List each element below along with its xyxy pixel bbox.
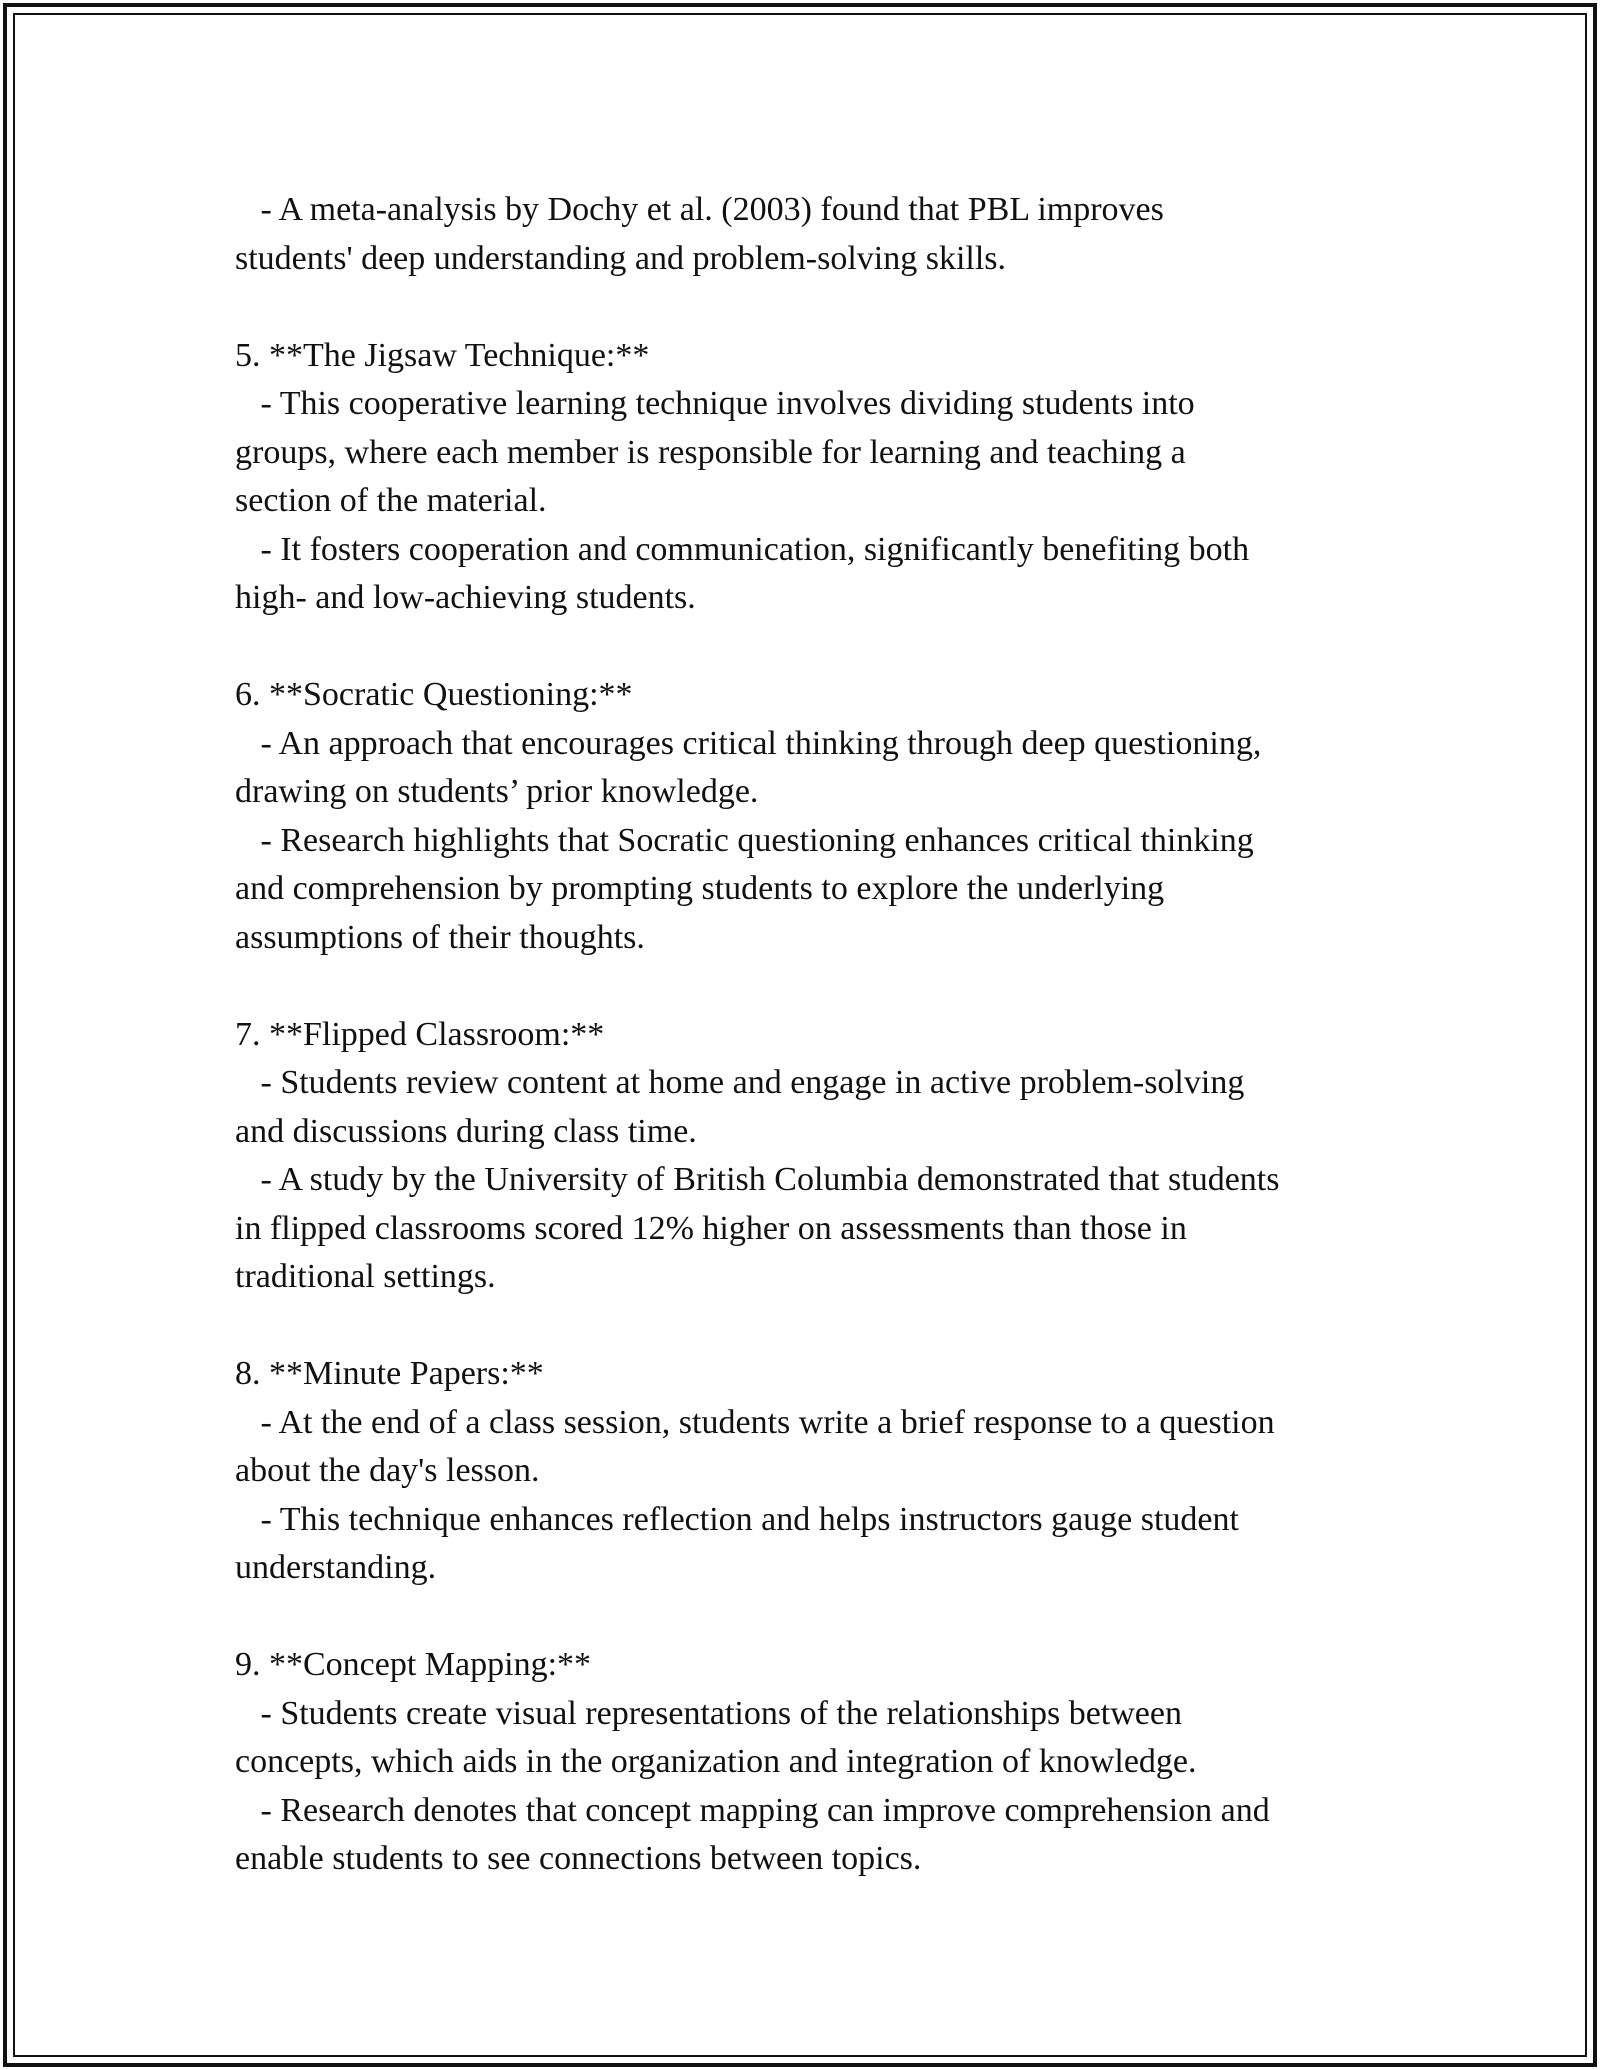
section-heading: 7. **Flipped Classroom:** [235,1015,605,1053]
section-jigsaw-technique [235,332,1415,623]
text-line: - Students review content at home and engage in active problem-solving [235,1064,1245,1101]
paragraph-gap [235,962,1415,1011]
section-heading: 6. **Socratic Questioning:** [235,676,633,713]
paragraph-gap [235,623,1415,672]
text-line: about the day's lesson. [235,1452,540,1489]
section-heading: 9. **Concept Mapping:** [235,1646,592,1683]
section-flipped-classroom [235,1011,1415,1302]
text-line: - A study by the University of British Columbia demonstrated that students [235,1161,1280,1198]
section-heading: 5. **The Jigsaw Technique:** [235,336,650,374]
text-line: - This cooperative learning technique involves dividing students into [235,385,1195,422]
document-body [235,186,1415,1884]
paragraph-gap [235,1302,1415,1351]
section-concept-mapping [235,1641,1415,1884]
text-line: students' deep understanding and problem-solving skills. [235,239,1007,277]
text-line: in flipped classrooms scored 12% higher on assessments than those in [235,1209,1187,1247]
text-line: - An approach that encourages critical thinking through deep questioning, [235,724,1262,762]
text-line: - This technique enhances reflection and helps instructors gauge student [235,1500,1239,1538]
text-line: enable students to see connections between topics. [235,1840,922,1877]
text-line: and comprehension by prompting students to explore the underlying [235,870,1165,907]
text-line: - It fosters cooperation and communication, significantly benefiting both [235,530,1250,568]
text-line: and discussions during class time. [235,1112,697,1150]
intro-paragraph [235,186,1415,283]
text-line: assumptions of their thoughts. [235,918,645,956]
text-line: drawing on students’ prior knowledge. [235,773,759,810]
text-line: understanding. [235,1549,437,1586]
section-minute-papers [235,1350,1415,1593]
section-heading: 8. **Minute Papers:** [235,1355,544,1392]
text-line: traditional settings. [235,1258,496,1295]
paragraph-gap [235,1593,1415,1642]
text-line: - Research highlights that Socratic questioning enhances critical thinking [235,821,1254,859]
text-line: groups, where each member is responsible for learning and teaching a [235,433,1186,471]
paragraph-gap [235,283,1415,332]
text-line: - Research denotes that concept mapping can improve comprehension and [235,1791,1270,1829]
text-line: - Students create visual representations of the relationships between [235,1694,1182,1732]
text-line: concepts, which aids in the organization and integration of knowledge. [235,1743,1197,1780]
text-line: - At the end of a class session, students write a brief response to a question [235,1403,1275,1441]
section-socratic-questioning [235,671,1415,962]
text-line: section of the material. [235,482,547,519]
text-line: - A meta-analysis by Dochy et al. (2003) found that PBL improves [235,191,1164,228]
text-line: high- and low-achieving students. [235,579,696,616]
